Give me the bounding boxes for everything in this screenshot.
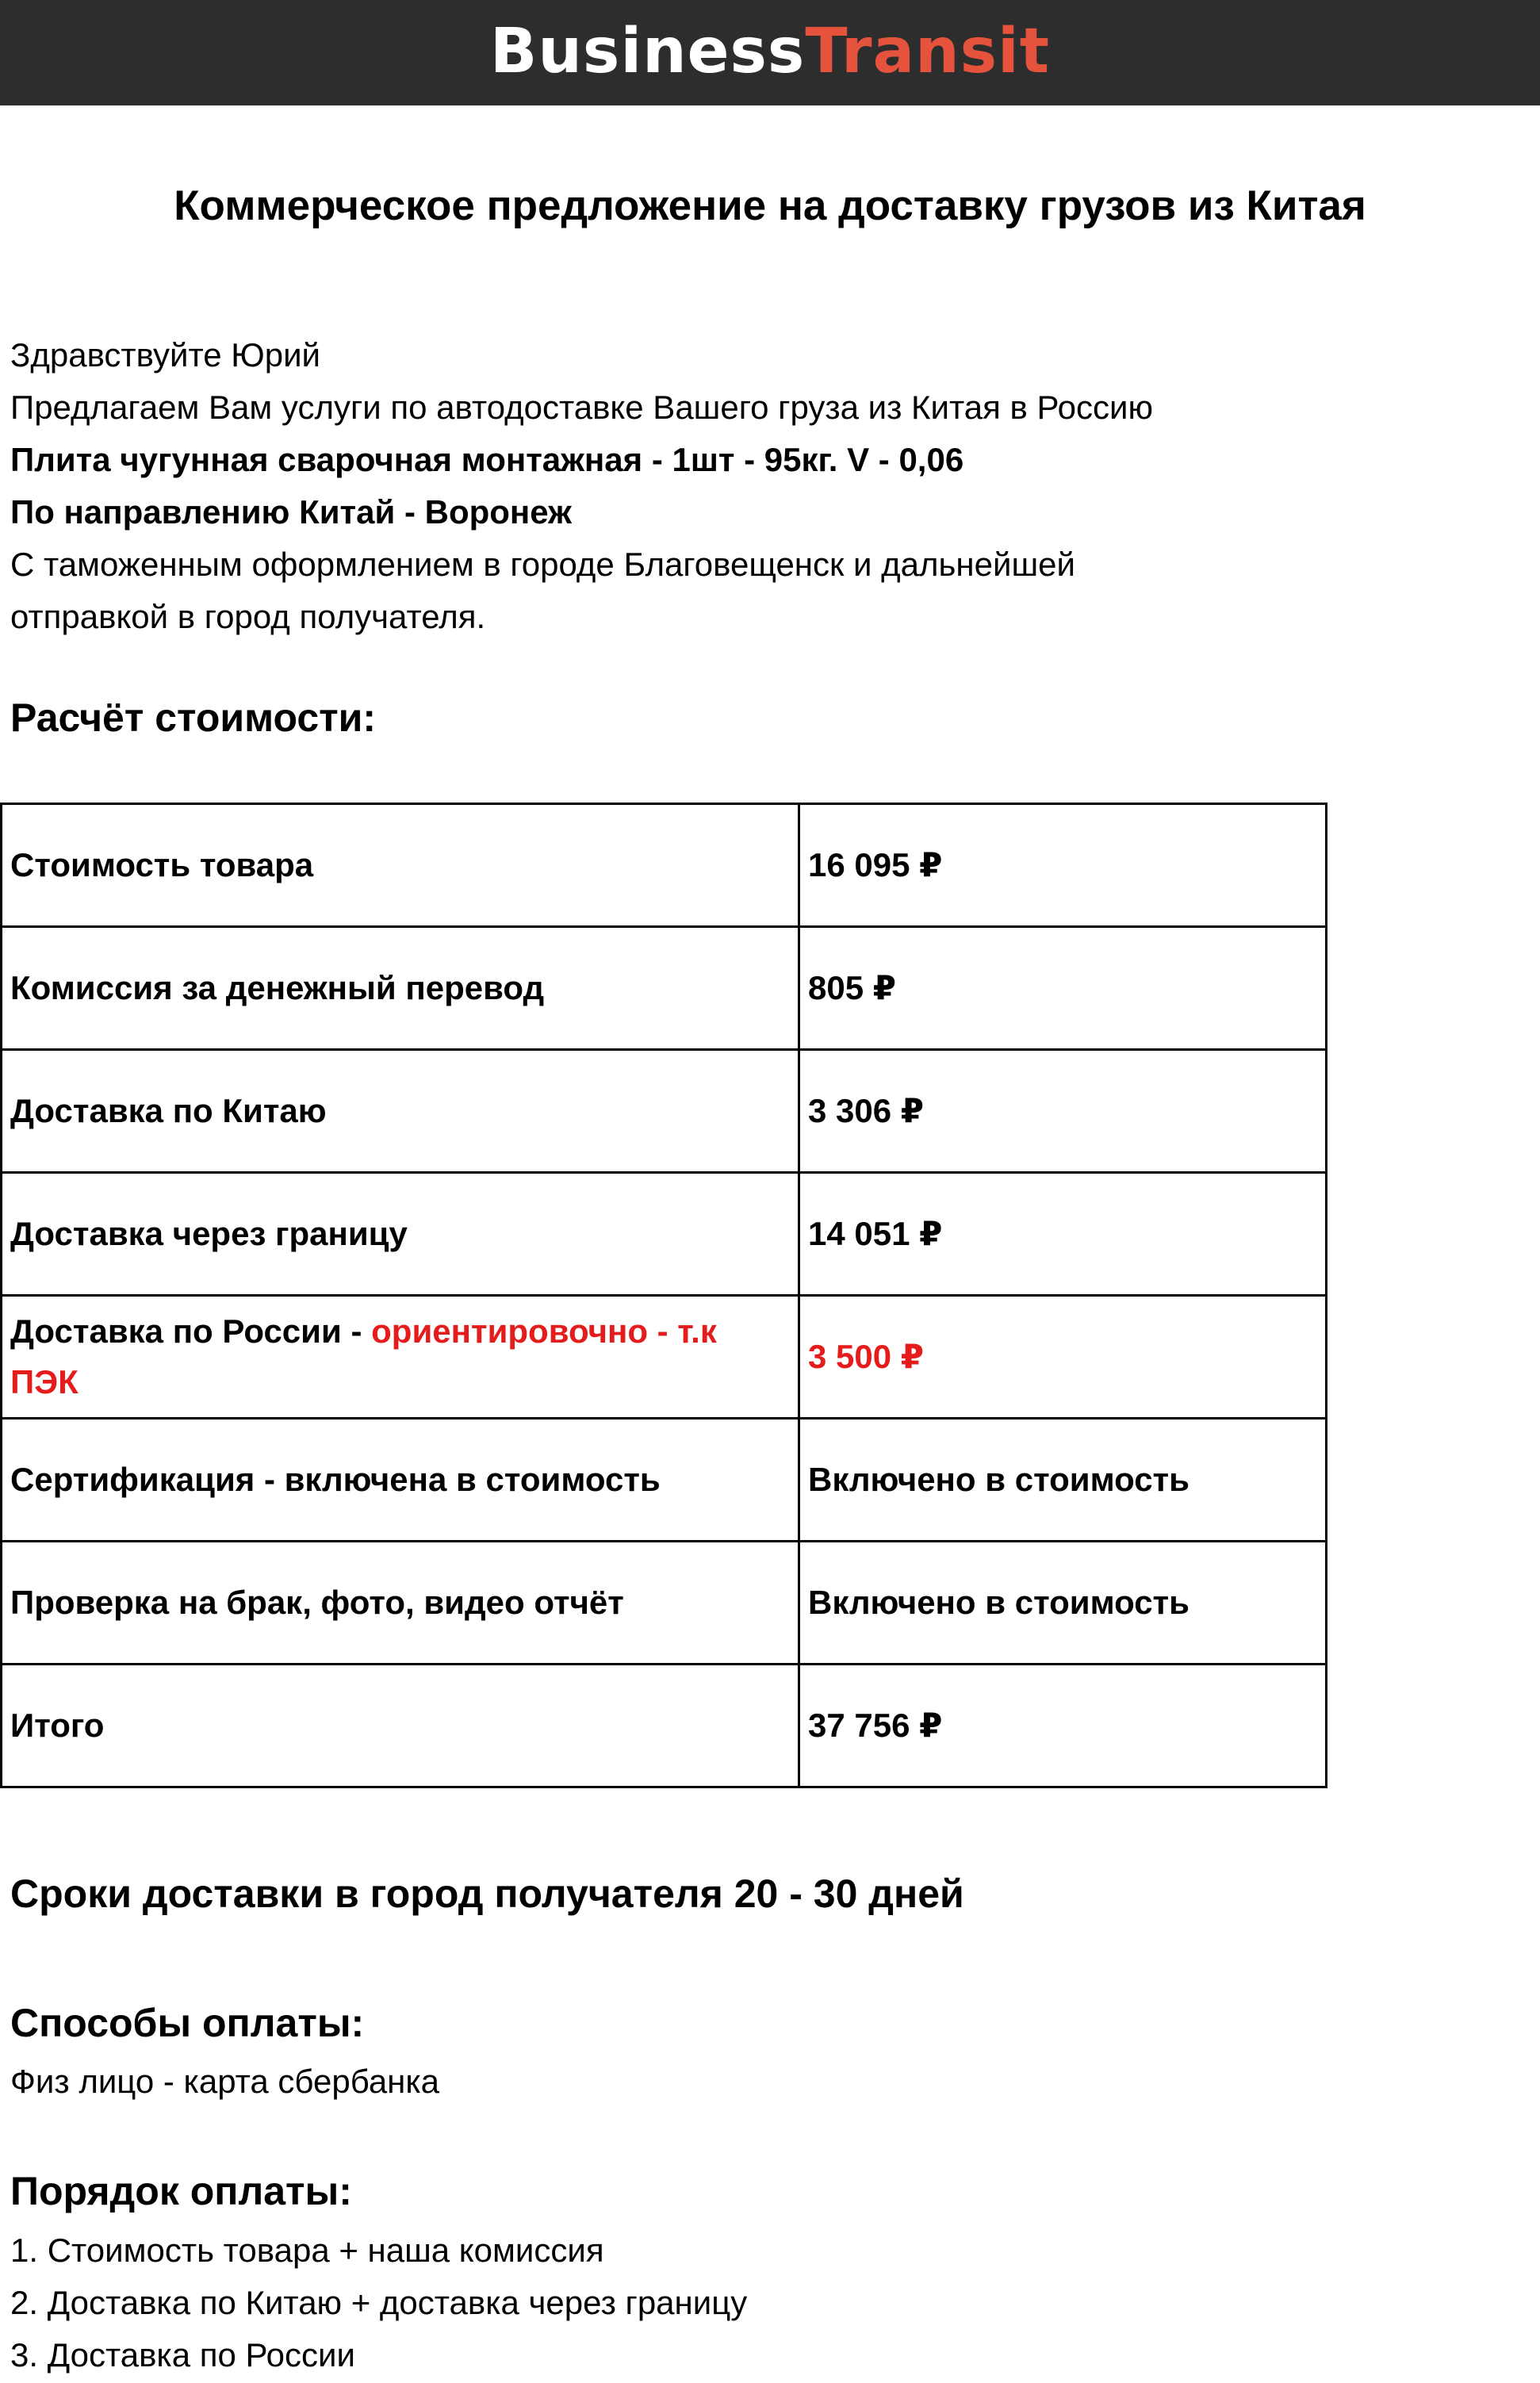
table-row	[2, 1050, 1327, 1173]
table-row	[2, 927, 1327, 1050]
offer-text: Предлагаем Вам услуги по автодоставке Вашего груза из Китая в Россию	[10, 389, 1153, 426]
table-row	[2, 1173, 1327, 1296]
row-label-inspection: Проверка на брак, фото, видео отчёт	[2, 1542, 799, 1665]
logo-part-business: Business	[489, 15, 806, 87]
customs-line-2: отправкой в город получателя.	[10, 598, 486, 635]
payment-order-heading: Порядок оплаты:	[10, 2169, 352, 2213]
customs-line-1: С таможенным оформлением в городе Благовещенск и дальнейшей	[10, 546, 1075, 583]
table-row	[2, 1542, 1327, 1665]
route-direction: По направлению Китай - Воронеж	[10, 493, 572, 531]
cost-table	[0, 803, 1327, 1788]
document-title: Коммерческое предложение на доставку грузов из Китая	[174, 182, 1366, 229]
row-value-china-delivery: 3 306 ₽	[799, 1050, 1327, 1173]
table-row	[2, 1296, 1327, 1419]
table-row	[2, 1665, 1327, 1787]
payment-methods-heading: Способы оплаты:	[10, 2001, 365, 2045]
header-bar	[0, 0, 1540, 105]
product-description: Плита чугунная сварочная монтажная - 1шт - 95кг. V - 0,06	[10, 441, 964, 478]
row-value-russia-delivery: 3 500 ₽	[799, 1296, 1327, 1419]
table-row	[2, 1419, 1327, 1542]
row-label-transfer-fee: Комиссия за денежный перевод	[2, 927, 799, 1050]
intro-block	[10, 329, 1311, 643]
russia-delivery-note: ориентировочно - т.к ПЭК	[10, 1312, 717, 1400]
row-value-total: 37 756 ₽	[799, 1665, 1327, 1787]
row-value-inspection: Включено в стоимость	[799, 1542, 1327, 1665]
row-value-product-cost: 16 095 ₽	[799, 804, 1327, 927]
list-item: 2. Доставка по Китаю + доставка через границу	[10, 2284, 748, 2321]
row-label-total: Итого	[2, 1665, 799, 1787]
delivery-terms: Сроки доставки в город получателя 20 - 30 дней	[10, 1872, 964, 1916]
list-item: 3. Доставка по России	[10, 2336, 355, 2373]
row-label-russia-delivery	[2, 1296, 799, 1419]
row-value-transfer-fee: 805 ₽	[799, 927, 1327, 1050]
russia-delivery-label: Доставка по России -	[10, 1312, 372, 1350]
business-transit-logo	[489, 15, 1051, 87]
row-label-certification: Сертификация - включена в стоимость	[2, 1419, 799, 1542]
logo-part-transit: Transit	[805, 15, 1051, 87]
row-value-border-delivery: 14 051 ₽	[799, 1173, 1327, 1296]
row-label-product-cost: Стоимость товара	[2, 804, 799, 927]
greeting: Здравствуйте Юрий	[10, 336, 321, 374]
list-item: 1. Стоимость товара + наша комиссия	[10, 2232, 604, 2269]
payment-order-list	[10, 2224, 747, 2381]
row-value-certification: Включено в стоимость	[799, 1419, 1327, 1542]
payment-method: Физ лицо - карта сбербанка	[10, 2063, 440, 2100]
row-label-border-delivery: Доставка через границу	[2, 1173, 799, 1296]
table-row	[2, 804, 1327, 927]
row-label-china-delivery: Доставка по Китаю	[2, 1050, 799, 1173]
cost-calculation-heading: Расчёт стоимости:	[10, 695, 377, 740]
